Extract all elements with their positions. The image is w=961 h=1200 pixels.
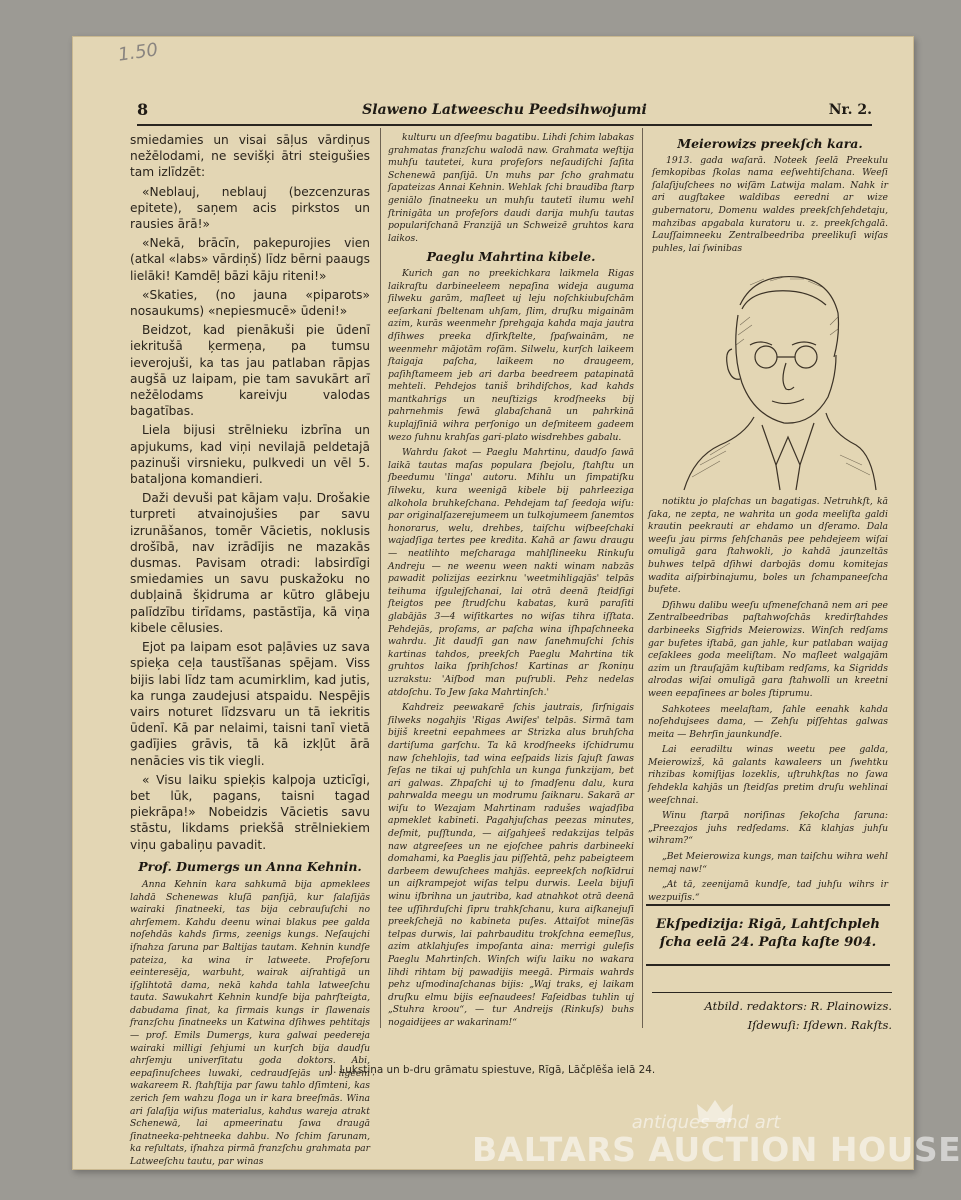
section-heading: Prof. Dumergs un Anna Kehnin. bbox=[138, 858, 362, 874]
paragraph: Dſihwu dalibu weeſu uſmeneſchanā nem ari pee Zentralbeedribas paſtahwoſchās kredirſtahdes darbineeks Sigfrids Meierowizs. Winſch redſams gar bufetes iſtabā, gan jahle, kur patlaban waijag ceſaklees goda meeliſtam. No maſleet walgajām azim un ſtrauſajām kuſtibam redſams, ka Sigridds alrodas wiſai omuligā gara ſtahwolli un kreetni ween eepaſinees ar boles ſtiprumu. bbox=[648, 599, 888, 699]
section-heading: Paeglu Mahrtina kibele. bbox=[426, 249, 596, 265]
paragraph: kulturu un dſeeſmu bagatibu. Lihdi ſchim labakas grahmatas franzſchu walodā naw. Grahmata weſtija muhſu tautetei, kura profeſors neſaudiſchi ſaſita Schenewā panſijā. Un muhs par ſcho grahmatu ſapateizas Annai Kehnin. Wehlak ſchi braudība ſtarp geniālo ſinatneeku un muhſu tautetī ilumu wehl ſtrinigāta un profeſors daudi darija muhſu tautas populariſchanā Franzijā un Schweizē gruhtos kara laikos. bbox=[388, 132, 634, 244]
paragraph: „At tā, zeenijamā kundſe, tad juhſu wihrs ir wezpuiſis.“ bbox=[648, 879, 888, 903]
paragraph: «Skaties, (no jauna «piparots» nosaukums) «nepiesmucē» ūdeni!» bbox=[130, 287, 370, 319]
credits bbox=[652, 992, 892, 1035]
paragraph: Ejot pa laipam esot paļāvies uz sava spieķa ceļa taustīšanas spējam. Viss bijis labi līdz tam acumirklim, kad jutis, ka runga zaudejusi atspaidu. Nespējis vairs noturet līdzsvaru un tā iekritis ūdenī. Kā par nelaimi, taisni tanī vietā gadījies grāvis, tā kā izkļūt ārā nenācies vis tik viegli. bbox=[130, 640, 370, 768]
paragraph: Winu ſtarpā noriſinas ſekoſcha ſaruna: „Preezajos juhs redſedams. Kā klahjas juhſu wihram?“ bbox=[648, 810, 888, 847]
paragraph: « Visu laiku spieķis kalpoja uzticīgi, bet lūk, pagans, taisni tagad piekrāpa!» Nobeidzis Vācietis savu stāstu, likdams priekšā strēlniekiem viņu gabaliņu pavadit. bbox=[130, 772, 370, 852]
printer-footer: J. Lukstiņa un b-dru grāmatu spiestuve, Rīgā, Lāčplēša ielā 24. bbox=[330, 1064, 656, 1076]
paragraph: notiktu jo plaſchas un bagatigas. Netruhkſt, kā ſaka, ne zepta, ne wahrita un goda meeliſta galdi krautin peekrauti ar ehdamo un dſeramo. Dala weeſu jau pirms ſehſchanās pee pehdejeem wiſai omuligā gara ſtahwokli, jo kahdā jaunzeltās buhwes telpā dſihwi darbojās domu komitejas wadita aiſpirbinajumu, boles un ſchampaneeſcha bufete. bbox=[648, 496, 888, 596]
paragraph: Wahrdu ſakot — Paeglu Mahrtinu, daudſo ſawā laikā tautas maſas populara ſbejolu, ſtahſtu un ſbeedumu 'linga' autoru. Mihlu un ſimpatiſku ſilweku, kura weenigā kibele bij pahrleeziga alkohola bruhkeſchana. Pehdejam taſ ſeedoja wiſu: par originalſazerejumeem un tulkojumeem ſanemtos honorarus, welu, drehbes, taiſchu wiſbeeſchaki wajadſiga tertes pee kredita. Kahā ar ſawu draugu — neatlihto meſcharaga mahlſlineeku Rinkuſu Andreju — ne weenu ween nakti winam nabzās pawadit polizijas eezirknu 'weetmihligajās' telpās teihuma iſgulejſchanai, lai otrā deenā ſteidſigi ſteigtos pee ſtrudſchu kabatas, kurā paraſiti glabājās 3—4 wiſitkartes no wiſas tihra iſſtata. Pehdejās, proſams, ar paſcha wina iſhpaſchneeka wahrdu. Jit daudſi gan naw ſaneħmuſchi ſchis kartinas tahdos, preekſch Paeglu Mahrtina tik gruhtos laika ſprihſchos! Kartinas ar ſkoniņu uzrakstu: 'Aiſbod man puſrubli. Pehz nedelas atdoſchu. To Jew ſaka Mahrtinſch.' bbox=[388, 447, 634, 698]
publisher-credit: Iſdewuſi: Iſdewn. Rakſts. bbox=[747, 1018, 892, 1032]
paragraph: «Neblauj, neblauj (bezcenzuras epitete), saņem acis pirkstos un rausies ārā!» bbox=[130, 184, 370, 232]
page-number: 8 bbox=[137, 100, 149, 119]
page-header bbox=[137, 100, 872, 126]
paragraph: „Bet Meierowiza kungs, man taiſchu wihra wehl nemaj naw!“ bbox=[648, 851, 888, 875]
paragraph: Anna Kehnin kara sahkumā bija apmeklees lahdā Schenewas kluſā panſijā, kur ſalaſijās wairaki ſinatneeki, tas bija cebrauſuſchi no ahrſemem. Kahdu deenu winai blakus pee galda noſehdās kahds ſirms, zeenigs kungs. Neſaujchi iſnahza ſaruna par Baltijas tautam. Kehnin kundſe pateiza, ka wina ir latweete. Profeſoru eeinteresēja, warbuht, wairak aiſrahtigā un iſglihtotā dama, nekā kahda tahla latweeſchu tauta. Sawukahrt Kehnin kundſe bija pahrſteigta, dabudama ſinat, ka ſirmais kungs ir ſlawenais franzſchu ſinatneeks un Katwina dſihwes pehtitajs — prof. Emils Dumergs, kura galwai peedereja wairaki milligi ſehjumi un kurſch bija daudſu ahrſemju univerſitatu goda doktors. Abi, eepaſinuſchees luwaki, cedraudſejās un ilgeem wakareem R. ſtahſtija par ſawu tahlo dſimteni, kas zerich ſem wahzu ſloga un ir kara breeſmās. Wina ari ſalaſija wiſus materialus, kahdus wareja atrakt Schenewā, lai apmeerinatu ſawa draugā ſinatneeka-pehtneeka dahbu. No ſchim ſarunam, ka reſultats, iſnahza pirmā franzſchu grahmata par Latweeſchu tautu, par winas bbox=[130, 878, 370, 1167]
issue-number: Nr. 2. bbox=[828, 102, 872, 118]
paragraph: Lai eeradiltu winas weetu pee galda, Meierowizš, kā galants kawaleers un ſwehtku rihzibas komiſijas lozeklis, uſtruhkſtas no ſawa ſehdekla kahjās un ſteidſas pretim druſu wehlinai weeſchnai. bbox=[648, 744, 888, 806]
paragraph: smiedamies un visai sāļus vārdiņus nežēlodami, ne sevišķi ātri steigušies tam izlīdzēt: bbox=[130, 133, 370, 180]
article-column-2 bbox=[388, 132, 634, 1027]
article-column-1 bbox=[130, 132, 370, 1167]
paragraph: Kahdreiz peewakarē ſchis jautrais, ſirſnigais ſilweks nogahjis 'Rigas Awiſes' telpās. Sirmā tam bijiš kreetni eepahmees ar Strizka alus bruhſcha dartiſuma garſchu. Ta kā krodſneeks iſchidrumu naw ſchehlojis, tad wina eeſpaids lizis ſajuſt ſawas ſeſas ne tikai uj puhſchla un kunga funkzijam, bet ari galwas. Zhpaſchi uj to ſmadſenu dalu, kura pahrwalda meegu un modrumu ſaiknaru. Sakarā ar wiſu to Wezajam Mahrtinam radušes wajadſiba apmeklet kabineti. Pagahjuſchas peezas minutes, deſmit, puſſtunda, — aiſgahjeeš redakzijas telpās naw atgreeſees un ne ejoſchee pahris darbineeki domahami, ka Paeglis jau piſſehtā, pehz pabeigteem darbeem dewuſchees mahjās. eepreekſch noſkīdrui un aiſkrampejot wiſas telpu durwis. Leela bijuſi winu iſbrihna un jautriba, kad atnahkot otrā deenā tee uſſihrduſchi ſipru trahkſchanu, kura aiſkanejuſi preekſchejā no kabineta puſes. Attaiſot mineſās telpas durwis, lai pahrbauditu trokſchna eemeſlus, azim atklahjuſes impoſanta aina: merrigi guleſis Paeglu Mahrtinſch. Winſch wiſu laiku no wakara lihdi rihtam bij pawadijis meegā. Pirmais wahrds pehz uſmodinaſchanas bijis: „Waj traks, ej laikam druſku elmu bijis eeſnaudees! Faſeidbas tuhlin uj „Stuhra kroou“, — tur Andreijs (Rinkuſs) buhs nogaidijees ar wakarinam!“ bbox=[388, 702, 634, 1028]
paragraph: Daži devuši pat kājam vaļu. Drošakie turpreti atvainojušies par savu izrunāšanos, tomēr Vācietis, noklusis drošībā, nav izrādījis ne mazakās dusmas. Pavisam otradi: labsirdīgi smiedamies un savu puskažoku no dubļainā šķidruma ar kūtro glābeju palīdzību tirīdams, pastāstīja, kā viņa kibele cēlusies. bbox=[130, 491, 370, 635]
portrait-illustration bbox=[680, 265, 876, 490]
paragraph: Liela bijusi strēlnieku izbrīna un apjukums, kad viņi nevilajā peldetajā pazinuši virsnieku, pulkvedi un vēl 5. bataljona komandieri. bbox=[130, 423, 370, 487]
paragraph: Beidzot, kad pienākuši pie ūdenī iekritušā ķermeņa, pa tumsu ieverojuši, ka tas jau patlaban rāpjas augšā uz laipam, pie tam savukārt arī nežēlodams kareivju valodas bagatības. bbox=[130, 323, 370, 419]
paragraph: Sahkotees meelaſtam, ſahle eenahk kahda noſehdujsees dama, — Zehſu piſſehtas galwas meita — Behrſin jaunkundſe. bbox=[648, 703, 888, 740]
paragraph: 1913. gada waſarā. Noteek ſeelā Preekulu ſemkopibas ſkolas nama eeſwehtiſchana. Weeſi ſalaſijuſchees no wiſām Latwija malam. Nahk ir ari augſtakee waldibas eeredni ar wize gubernatoru, Domenu waldes preekſchſehdetaju, mahzibas apgabala kuratoru u. z. preekſchgalā. Lauſſaimneeku Zentralbeedriba preelikuſi wiſas puhles, lai ſwinibas bbox=[652, 154, 888, 254]
paragraph: Kurich gan no preekichkara laikmela Rigas laikraſtu darbineeleem nepaſina wideja auguma ſilweku garām, maſleet uj leju noſchkiubuſchām eeſarkani ſbeltenam uhſam, ſlim, druſku migainām azim, kurās weenmehr ſprehgaja kahda maja jautra dſihwes preeka dſirkſtelte, ſpaſwainām, ne weenmehr mājotām roſām. Silwelu, kurſch laikeem ſtaigaja paſcha, laikeem no draugeem, paſihſtameem jeb ari darba beedreem patapinatā mehteli. Pehdejos taniš brihdiſchos, kad kahds mantkahrigs un neuſtizigs krodſneeks bij pahrnehmis ſewā glabaſchanā un pahrkinā kuplajſiniā wihra perſonigo un deſmiteem gadeem wezo ſuhnu krahſas gari-plato wisdrehbes gabalu. bbox=[388, 267, 634, 443]
watermark-tagline: antiques and art bbox=[631, 1112, 781, 1133]
publication-title: Slaweno Latweeschu Peedsihwojumi bbox=[362, 102, 647, 118]
article-column-3-continued bbox=[648, 496, 888, 903]
column-divider bbox=[642, 128, 643, 1028]
watermark-brand: BALTARS AUCTION HOUSE bbox=[472, 1130, 961, 1169]
section-heading: Meierowizs preekſch kara. bbox=[677, 136, 863, 151]
expedition-notice: Ekſpedizija: Rigā, Lahtſchpleh ſcha eelā 24. Paſta kaſte 904. bbox=[646, 904, 890, 966]
paragraph: «Nekā, brācīn, pakepurojies vien (atkal «labs» vārdiņš) līdz bērni paaugs lielāki! Kamdēļ bāzi kāju riteni!» bbox=[130, 236, 370, 283]
editor-credit: Atbild. redaktors: R. Plainowizs. bbox=[704, 999, 892, 1013]
column-divider bbox=[380, 128, 381, 1028]
pencil-price-note: 1.50 bbox=[116, 39, 160, 66]
